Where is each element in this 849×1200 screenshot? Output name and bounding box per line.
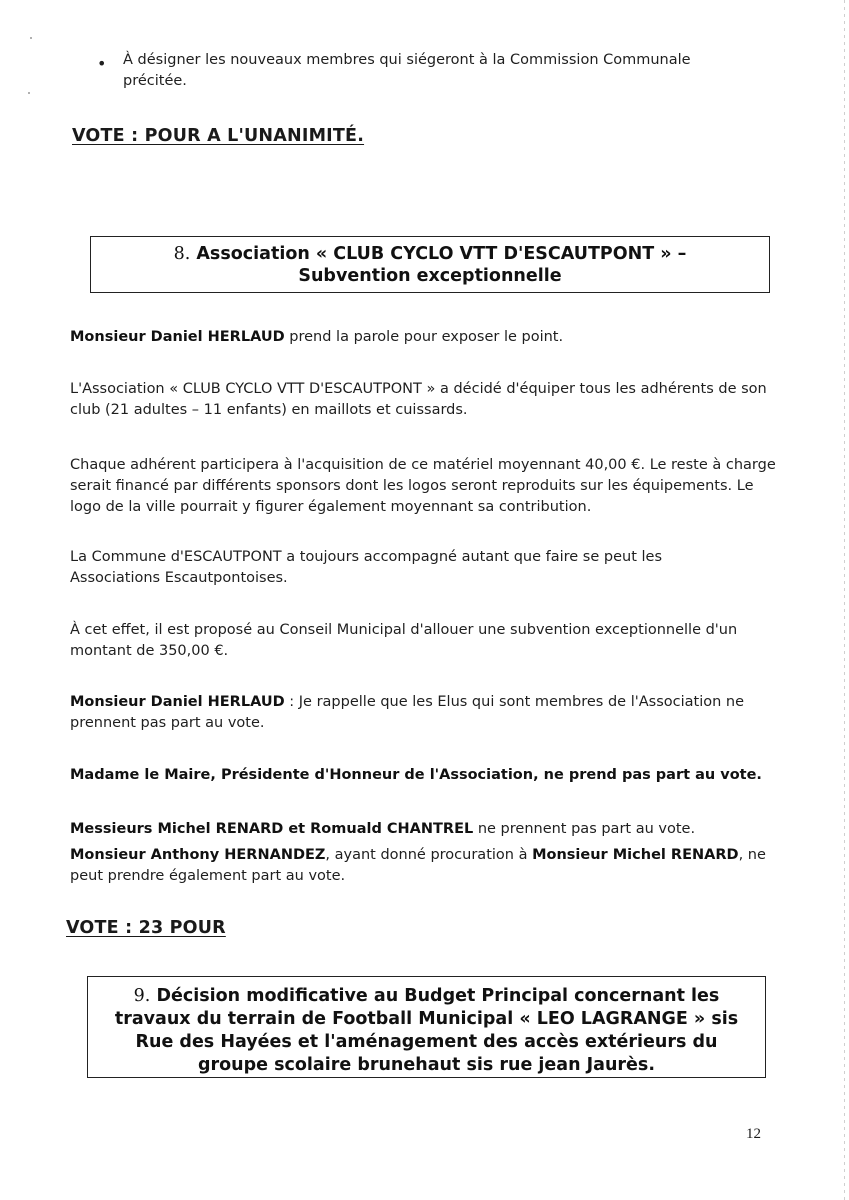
paragraph-financement: Chaque adhérent participera à l'acquisition de ce matériel moyennant 40,00 €. Le reste à charge serait financé par différents sponsors dont les logos seront reproduits sur les équipements. Le logo de la ville pourrait y figurer également moyennant sa contribution. <box>70 457 776 515</box>
paragraph-herlaud-intro <box>70 327 780 348</box>
paragraph-renard-chantrel <box>70 819 790 840</box>
paragraph-association: L'Association « CLUB CYCLO VTT D'ESCAUTPONT » a décidé d'équiper tous les adhérents de son club (21 adultes – 11 enfants) en maillots et cuissards. <box>70 381 767 418</box>
scan-edge-line <box>844 0 845 1200</box>
scan-speck <box>30 37 32 39</box>
scan-speck <box>28 92 30 94</box>
speaker-name: Monsieur Michel RENARD <box>532 847 739 863</box>
speaker-name: Messieurs Michel RENARD et Romuald CHANTREL <box>70 821 474 837</box>
page-number: 12 <box>746 1126 761 1142</box>
bullet-icon: • <box>97 54 107 73</box>
paragraph-subvention: À cet effet, il est proposé au Conseil Municipal d'allouer une subvention exceptionnelle d'un montant de 350,00 €. <box>70 622 738 659</box>
section-9-box <box>87 976 766 1078</box>
vote-23-pour: VOTE : 23 POUR <box>66 918 226 938</box>
speaker-name: Monsieur Daniel HERLAUD <box>70 329 285 345</box>
paragraph-text: : Je rappelle que les Elus qui sont membres de l'Association ne prennent pas part au vote. <box>70 694 744 731</box>
section-9-number: 9. <box>133 986 151 1006</box>
vote-unanimite: VOTE : POUR A L'UNANIMITÉ. <box>72 126 365 146</box>
section-9-title <box>88 977 765 1077</box>
bullet-text: À désigner les nouveaux membres qui siégeront à la Commission Communale précitée. <box>123 52 691 89</box>
paragraph-text: prend la parole pour exposer le point. <box>284 329 564 345</box>
paragraph-commune: La Commune d'ESCAUTPONT a toujours accompagné autant que faire se peut les Associations Escautpontoises. <box>70 549 663 586</box>
section-8-box <box>90 236 770 293</box>
paragraph-hernandez <box>70 845 770 887</box>
paragraph-maire: Madame le Maire, Présidente d'Honneur de l'Association, ne prend pas part au vote. <box>70 767 762 783</box>
speaker-name: Monsieur Anthony HERNANDEZ <box>70 847 326 863</box>
section-8-number: 8. <box>173 244 191 264</box>
paragraph-text: , ayant donné procuration à <box>325 847 533 863</box>
section-8-title <box>91 237 769 287</box>
section-8-title-text: Association « CLUB CYCLO VTT D'ESCAUTPONT » – Subvention exceptionnelle <box>196 244 687 286</box>
paragraph-text: , ne peut prendre également part au vote. <box>70 847 766 884</box>
paragraph-herlaud-rappel <box>70 692 770 734</box>
paragraph-text: ne prennent pas part au vote. <box>473 821 696 837</box>
speaker-name: Monsieur Daniel HERLAUD <box>70 694 285 710</box>
section-9-title-text: Décision modificative au Budget Principal concernant les travaux du terrain de Football Municipal « LEO LAGRANGE » sis Rue des Hayées et l'aménagement des accès extérieurs du groupe scolaire brunehaut sis rue jean Jaurès. <box>114 986 739 1075</box>
